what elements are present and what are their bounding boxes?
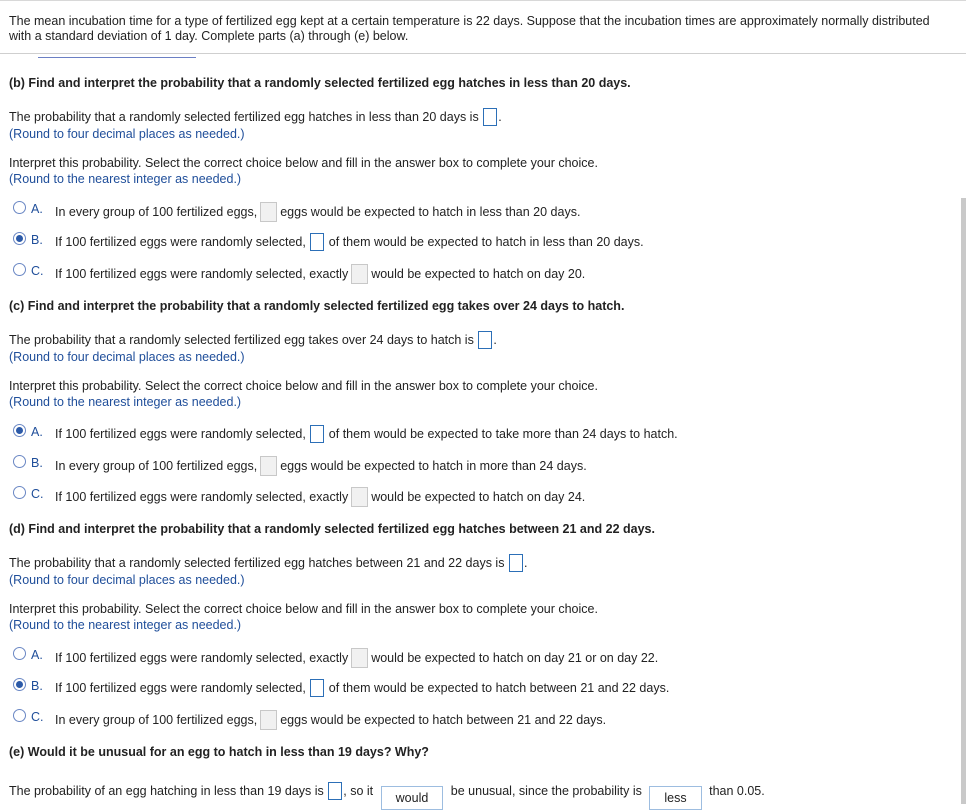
partd-interpret: Interpret this probability. Select the correct choice below and fill in the answer box to complete your choice.: [9, 602, 598, 616]
partb-letter-b: B.: [31, 233, 43, 247]
partd-radio-b-selected[interactable]: [13, 678, 26, 691]
vertical-scrollbar[interactable]: [961, 198, 966, 804]
partb-b-answer-box[interactable]: [310, 233, 324, 251]
question-header: [0, 0, 966, 54]
partb-a-answer-box[interactable]: [260, 202, 277, 222]
partb-prob-answer-box[interactable]: [483, 108, 497, 126]
partd-a-answer-box[interactable]: [351, 648, 368, 668]
partc-a-answer-box[interactable]: [310, 425, 324, 443]
partb-round-hint: (Round to four decimal places as needed.): [9, 127, 245, 141]
partb-radio-a[interactable]: [13, 201, 26, 214]
partb-letter-a: A.: [31, 202, 43, 216]
partb-prob-row: The probability that a randomly selected fertilized egg hatches in less than 20 days is .: [9, 110, 502, 124]
partd-letter-a: A.: [31, 648, 43, 662]
partc-radio-b[interactable]: [13, 455, 26, 468]
partc-letter-c: C.: [31, 487, 44, 501]
partd-radio-c[interactable]: [13, 709, 26, 722]
partd-prob-answer-box[interactable]: [509, 554, 523, 572]
partc-letter-b: B.: [31, 456, 43, 470]
partc-c-answer-box[interactable]: [351, 487, 368, 507]
partc-interpret: Interpret this probability. Select the correct choice below and fill in the answer box to complete your choice.: [9, 379, 598, 393]
partb-radio-c[interactable]: [13, 263, 26, 276]
partd-letter-b: B.: [31, 679, 43, 693]
partd-round-int-hint: (Round to the nearest integer as needed.): [9, 618, 242, 632]
partb-radio-b-selected[interactable]: [13, 232, 26, 245]
partc-title: (c) Find and interpret the probability that a randomly selected fertilized egg takes over 24 days to hatch.: [9, 299, 625, 313]
parte-less-dropdown[interactable]: less: [649, 786, 701, 810]
parte-answer-row: The probability of an egg hatching in less than 19 days is , so it would be unusual, since the probability is less than 0.05.: [9, 782, 765, 810]
partd-prob-row: The probability that a randomly selected fertilized egg hatches between 21 and 22 days is .: [9, 556, 528, 570]
parte-title: (e) Would it be unusual for an egg to hatch in less than 19 days? Why?: [9, 745, 429, 759]
partc-radio-c[interactable]: [13, 486, 26, 499]
partc-round-int-hint: (Round to the nearest integer as needed.): [9, 395, 242, 409]
question-text-line2: with a standard deviation of 1 day. Complete parts (a) through (e) below.: [9, 29, 409, 43]
partb-c-answer-box[interactable]: [351, 264, 368, 284]
partc-prob-answer-box[interactable]: [478, 331, 492, 349]
partd-round-hint: (Round to four decimal places as needed.): [9, 573, 245, 587]
partd-letter-c: C.: [31, 710, 44, 724]
partc-prob-row: The probability that a randomly selected fertilized egg takes over 24 days to hatch is .: [9, 333, 497, 347]
question-text-line1: The mean incubation time for a type of fertilized egg kept at a certain temperature is 22 days. Suppose that the incubation times are approximately normally distributed: [9, 14, 930, 28]
partc-prob-text: The probability that a randomly selected fertilized egg takes over 24 days to hatch is: [9, 333, 474, 347]
partc-radio-a-selected[interactable]: [13, 424, 26, 437]
partb-letter-c: C.: [31, 264, 44, 278]
partd-prob-text: The probability that a randomly selected fertilized egg hatches between 21 and 22 days is: [9, 556, 505, 570]
partb-round-int-hint: (Round to the nearest integer as needed.): [9, 172, 242, 186]
scrolled-link-fragment: [38, 54, 196, 58]
parte-would-dropdown[interactable]: would: [381, 786, 444, 810]
partd-c-answer-box[interactable]: [260, 710, 277, 730]
partb-prob-text: The probability that a randomly selected fertilized egg hatches in less than 20 days is: [9, 110, 479, 124]
partc-letter-a: A.: [31, 425, 43, 439]
partd-title: (d) Find and interpret the probability that a randomly selected fertilized egg hatches between 21 and 22 days.: [9, 522, 655, 536]
partd-radio-a[interactable]: [13, 647, 26, 660]
partb-title: (b) Find and interpret the probability that a randomly selected fertilized egg hatches in less than 20 days.: [9, 76, 631, 90]
partc-round-hint: (Round to four decimal places as needed.): [9, 350, 245, 364]
partc-b-answer-box[interactable]: [260, 456, 277, 476]
parte-prob-answer-box[interactable]: [328, 782, 342, 800]
partd-b-answer-box[interactable]: [310, 679, 324, 697]
partb-interpret: Interpret this probability. Select the correct choice below and fill in the answer box to complete your choice.: [9, 156, 598, 170]
